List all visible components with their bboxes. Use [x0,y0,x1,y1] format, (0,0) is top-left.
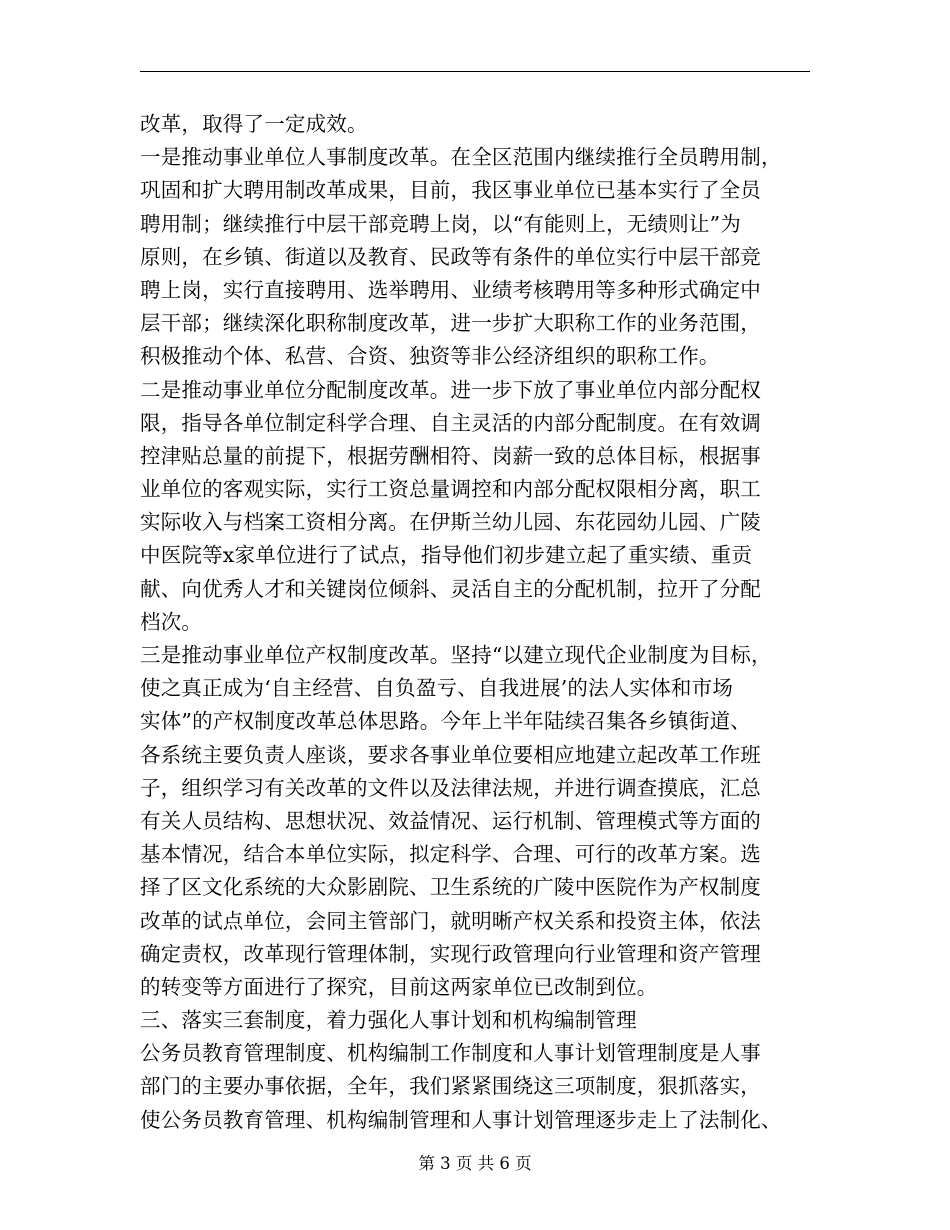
text-line: 部门的主要办事依据，全年，我们紧紧围绕这三项制度，狠抓落实， [140,1074,761,1099]
text-line: 献、向优秀人才和关键岗位倾斜、灵活自主的分配机制，拉开了分配 [140,576,761,601]
text-line: 层干部；继续深化职称制度改革，进一步扩大职称工作的业务范围， [140,311,761,336]
text-line: 中医院等x家单位进行了试点，指导他们初步建立起了重实绩、重贡 [140,543,753,568]
text-line: 控津贴总量的前提下，根据劳酬相符、岗薪一致的总体目标，根据事 [140,443,761,468]
text-line: 二是推动事业单位分配制度改革。进一步下放了事业单位内部分配权 [140,377,761,402]
text-line: 确定责权，改革现行管理体制，实现行政管理向行业管理和资产管理 [140,941,761,966]
text-line: 各系统主要负责人座谈，要求各事业单位要相应地建立起改革工作班 [140,742,761,767]
text-line: 的转变等方面进行了探究，目前这两家单位已改制到位。 [140,974,658,999]
text-line: 聘上岗，实行直接聘用、选举聘用、业绩考核聘用等多种形式确定中 [140,277,761,302]
text-line: 有关人员结构、思想状况、效益情况、运行机制、管理模式等方面的 [140,808,761,833]
text-line: 聘用制；继续推行中层干部竞聘上岗，以“有能则上，无绩则让”为 [140,211,741,236]
text-line: 积极推动个体、私营、合资、独资等非公经济组织的职称工作。 [140,344,720,369]
text-line: 改革的试点单位，会同主管部门，就明晰产权关系和投资主体，依法 [140,908,761,933]
text-line: 基本情况，结合本单位实际，拟定科学、合理、可行的改革方案。选 [140,842,761,867]
text-line: 使公务员教育管理、机构编制管理和人事计划管理逐步走上了法制化、 [140,1107,782,1132]
text-line: 使之真正成为‘自主经营、自负盈亏、自我进展’的法人实体和市场 [140,676,734,701]
text-line: 择了区文化系统的大众影剧院、卫生系统的广陵中医院作为产权制度 [140,875,761,900]
text-line: 巩固和扩大聘用制改革成果，目前，我区事业单位已基本实行了全员 [140,178,761,203]
text-line: 一是推动事业单位人事制度改革。在全区范围内继续推行全员聘用制， [140,145,782,170]
text-line: 档次。 [140,609,203,634]
document-body [140,108,820,1137]
text-line: 实体”的产权制度改革总体思路。今年上半年陆续召集各乡镇街道、 [140,709,751,734]
page-number-footer: 第 3 页 共 6 页 [418,1154,532,1173]
text-line: 子，组织学习有关改革的文件以及法律法规，并进行调查摸底，汇总 [140,775,761,800]
text-line: 原则，在乡镇、街道以及教育、民政等有条件的单位实行中层干部竞 [140,244,761,269]
section-heading: 三、落实三套制度，着力强化人事计划和机构编制管理 [140,1008,637,1033]
text-line: 改革，取得了一定成效。 [140,112,368,136]
text-line: 业单位的客观实际，实行工资总量调控和内部分配权限相分离，职工 [140,477,761,502]
text-line: 公务员教育管理制度、机构编制工作制度和人事计划管理制度是人事 [140,1041,761,1066]
text-line: 限，指导各单位制定科学合理、自主灵活的内部分配制度。在有效调 [140,410,761,435]
header-rule [140,71,810,72]
text-line: 三是推动事业单位产权制度改革。坚持“以建立现代企业制度为目标， [140,643,772,667]
text-line: 实际收入与档案工资相分离。在伊斯兰幼儿园、东花园幼儿园、广陵 [140,510,761,535]
